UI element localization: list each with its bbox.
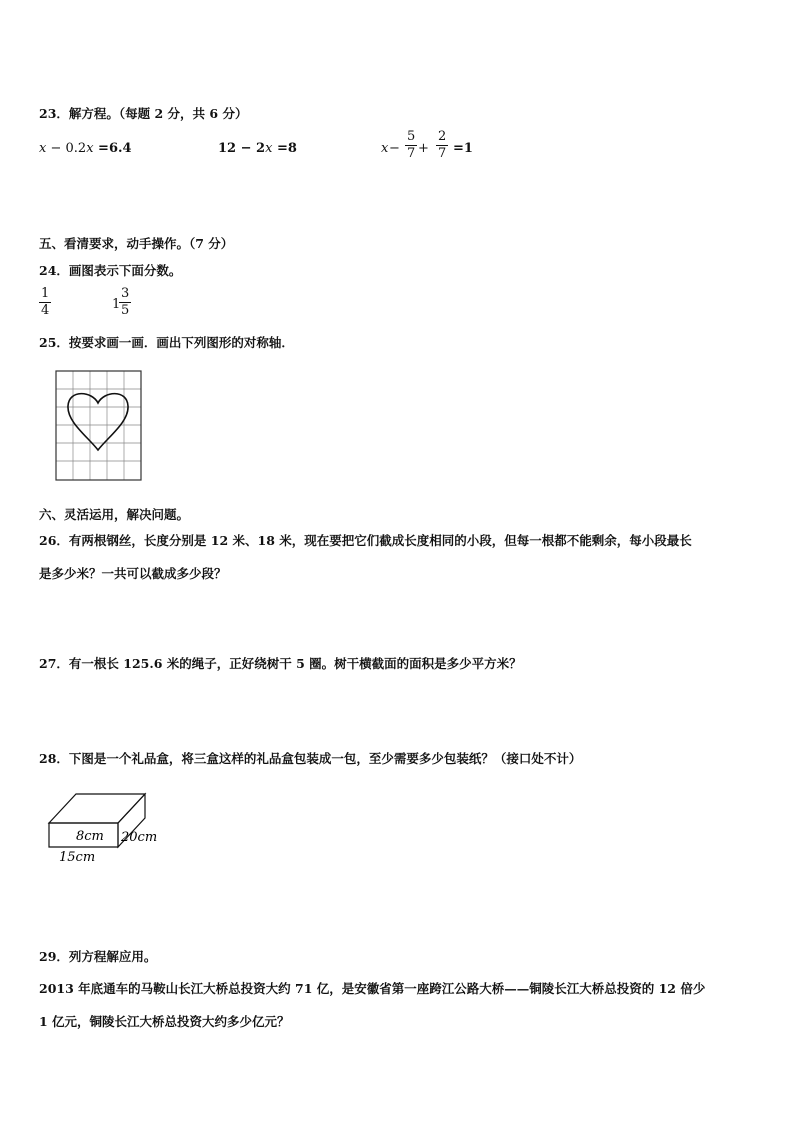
grid-lines bbox=[56, 371, 141, 480]
eq3-f1-numerator: 5 bbox=[407, 129, 416, 144]
eq2-lhs: 12 − 2 bbox=[218, 141, 266, 156]
q24-mixed-whole: 1 bbox=[112, 297, 121, 312]
eq3-fraction-1 bbox=[405, 129, 417, 162]
q24-title: 24．画图表示下面分数。 bbox=[39, 263, 182, 278]
gift-box-figure bbox=[45, 780, 175, 870]
eq1-rhs: =6.4 bbox=[93, 141, 132, 156]
grid-border bbox=[56, 371, 141, 480]
label-length: 15cm bbox=[59, 850, 96, 865]
q26-line-2: 是多少米？一共可以截成多少段？ bbox=[39, 566, 227, 581]
q24-f1-numerator: 1 bbox=[41, 286, 50, 301]
q24-fraction-2 bbox=[119, 286, 131, 319]
q24-f2-numerator: 3 bbox=[121, 286, 130, 301]
eq2-rhs: =8 bbox=[272, 141, 297, 156]
q26-line-1: 26．有两根钢丝，长度分别是 12 米、18 米，现在要把它们截成长度相同的小段，但每一根都不能剩余，每小段最长 bbox=[39, 533, 692, 548]
eq3-plus: + bbox=[418, 141, 429, 156]
eq3-f2-denominator: 7 bbox=[438, 146, 447, 161]
q29-line-2: 1 亿元，铜陵长江大桥总投资大约多少亿元？ bbox=[39, 1014, 290, 1029]
q24-f1-denominator: 4 bbox=[41, 303, 50, 318]
heart-grid-figure bbox=[55, 370, 143, 482]
q29-title: 29．列方程解应用。 bbox=[39, 949, 157, 964]
eq3-fraction-2 bbox=[436, 129, 448, 162]
eq3-rhs: =1 bbox=[453, 141, 473, 156]
q23-equation-2 bbox=[218, 141, 297, 156]
eq1-op: − 0.2 bbox=[46, 141, 87, 156]
eq2-var: x bbox=[265, 141, 273, 156]
eq3-f1-denominator: 7 bbox=[407, 146, 416, 161]
eq3-var: x bbox=[381, 141, 389, 156]
q24-fraction-1 bbox=[39, 286, 51, 319]
eq3-f2-numerator: 2 bbox=[438, 129, 447, 144]
q23-equation-1 bbox=[39, 141, 132, 156]
eq3-minus: − bbox=[389, 141, 400, 156]
label-depth: 20cm bbox=[121, 830, 158, 845]
q25-title: 25．按要求画一画．画出下列图形的对称轴． bbox=[39, 335, 294, 350]
section-6-heading: 六、灵活运用，解决问题。 bbox=[39, 507, 190, 522]
q29-line-1: 2013 年底通车的马鞍山长江大桥总投资大约 71 亿，是安徽省第一座跨江公路大桥——铜陵长江大桥总投资的 12 倍少 bbox=[39, 981, 706, 996]
q23-title: 23．解方程。（每题 2 分，共 6 分） bbox=[39, 106, 248, 121]
label-height: 8cm bbox=[76, 829, 104, 844]
eq1-var: x bbox=[39, 141, 47, 156]
section-5-heading: 五、看清要求，动手操作。（7 分） bbox=[39, 236, 234, 251]
heart-shape bbox=[68, 394, 128, 450]
eq1-var2: x bbox=[86, 141, 94, 156]
q24-f2-denominator: 5 bbox=[121, 303, 130, 318]
q27-text: 27．有一根长 125.6 米的绳子，正好绕树干 5 圈。树干横截面的面积是多少平方米？ bbox=[39, 656, 522, 671]
q28-text: 28．下图是一个礼品盒，将三盒这样的礼品盒包装成一包，至少需要多少包装纸？（接口处不计） bbox=[39, 751, 582, 766]
